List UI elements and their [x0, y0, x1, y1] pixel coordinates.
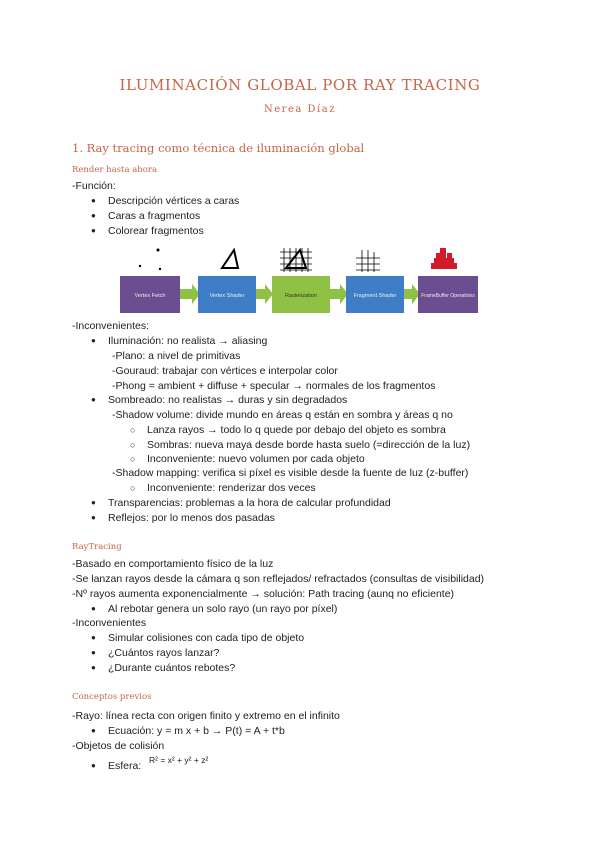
list-item: ● ¿Cuántos rayos lanzar?	[108, 647, 219, 659]
arrow-3	[330, 284, 348, 304]
stage-label: Fragment Shader	[353, 293, 397, 299]
raster-grid-icon	[280, 248, 312, 272]
list-item: ● Esfera:	[108, 760, 141, 772]
inconvenientes-label: -Inconvenientes:	[72, 320, 150, 332]
text-line: -Inconvenientes	[72, 617, 147, 629]
list-item: ● Descripción vértices a caras	[108, 195, 239, 207]
list-item: ○ Inconveniente: nuevo volumen por cada objeto	[147, 453, 365, 465]
text-line: -Objetos de colisión	[72, 740, 165, 752]
funcion-label: -Función:	[72, 180, 116, 192]
list-item: ● Caras a fragmentos	[108, 210, 200, 222]
sphere-formula: R² = x² + y² + z²	[149, 755, 209, 765]
arrow-2	[255, 284, 273, 304]
document-title: ILUMINACIÓN GLOBAL POR RAY TRACING	[119, 76, 481, 94]
list-item: ● Simular colisiones con cada tipo de objeto	[108, 632, 304, 644]
triangle-icon	[222, 250, 238, 268]
arrow-4	[404, 284, 420, 304]
list-item: ● ¿Durante cuántos rebotes?	[108, 662, 235, 674]
text-line: -Gouraud: trabajar con vértices e interpolar color	[112, 365, 338, 377]
subheading-raytracing: RayTracing	[72, 542, 122, 552]
list-item: ● Colorear fragmentos	[108, 225, 204, 237]
document-author: Nerea Díaz	[264, 104, 336, 115]
list-item: ● Al rebotar genera un solo rayo (un rayo por píxel)	[108, 603, 337, 615]
stage-label: FrameBuffer Operations	[421, 293, 475, 299]
framebuffer-pixels-icon	[431, 248, 457, 269]
arrow-1	[180, 284, 200, 304]
text-line: -Shadow mapping: verifica si píxel es visible desde la fuente de luz (z-buffer)	[112, 467, 469, 479]
text-line: -Nº rayos aumenta exponencialmente → solución: Path tracing (aunq no eficiente)	[72, 588, 455, 600]
list-item: ○ Sombras: nueva maya desde borde hasta suelo (=dirección de la luz)	[147, 439, 470, 451]
text-line: -Basado en comportamiento físico de la luz	[72, 558, 274, 570]
stage-label: Vertex Fetch	[134, 293, 166, 299]
pipeline-diagram	[118, 238, 480, 318]
list-item: ○ Inconveniente: renderizar dos veces	[147, 482, 316, 494]
text-line: -Se lanzan rayos desde la cámara q son reflejados/ refractados (consultas de visibilidad)	[72, 573, 485, 585]
list-item: ● Ecuación: y = m x + b → P(t) = A + t*b	[108, 725, 285, 737]
list-item: ● Reflejos: por lo menos dos pasadas	[108, 512, 275, 524]
vertices-icon	[139, 249, 161, 271]
list-item: ● Sombreado: no realistas → duras y sin degradados	[108, 394, 347, 406]
text-line: -Phong = ambient + diffuse + specular → normales de los fragmentos	[112, 380, 436, 392]
list-item: ● Transparencias: problemas a la hora de calcular profundidad	[108, 497, 391, 509]
list-item: ○ Lanza rayos → todo lo q quede por debajo del objeto es sombra	[147, 424, 446, 436]
text-line: -Plano: a nivel de primitivas	[112, 350, 241, 362]
fragment-grid-icon	[356, 250, 380, 272]
list-item: ● Iluminación: no realista → aliasing	[108, 335, 267, 347]
stage-label: Vertex Shader	[209, 293, 245, 299]
text-line: -Shadow volume: divide mundo en áreas q están en sombra y áreas q no	[112, 409, 453, 421]
section-heading: 1. Ray tracing como técnica de iluminación global	[72, 141, 365, 155]
stage-label: Rasterization	[284, 293, 318, 299]
subheading-conceptos: Conceptos previos	[72, 692, 152, 702]
text-line: -Rayo: línea recta con origen finito y extremo en el infinito	[72, 710, 340, 722]
subheading-render: Render hasta ahora	[72, 165, 158, 175]
